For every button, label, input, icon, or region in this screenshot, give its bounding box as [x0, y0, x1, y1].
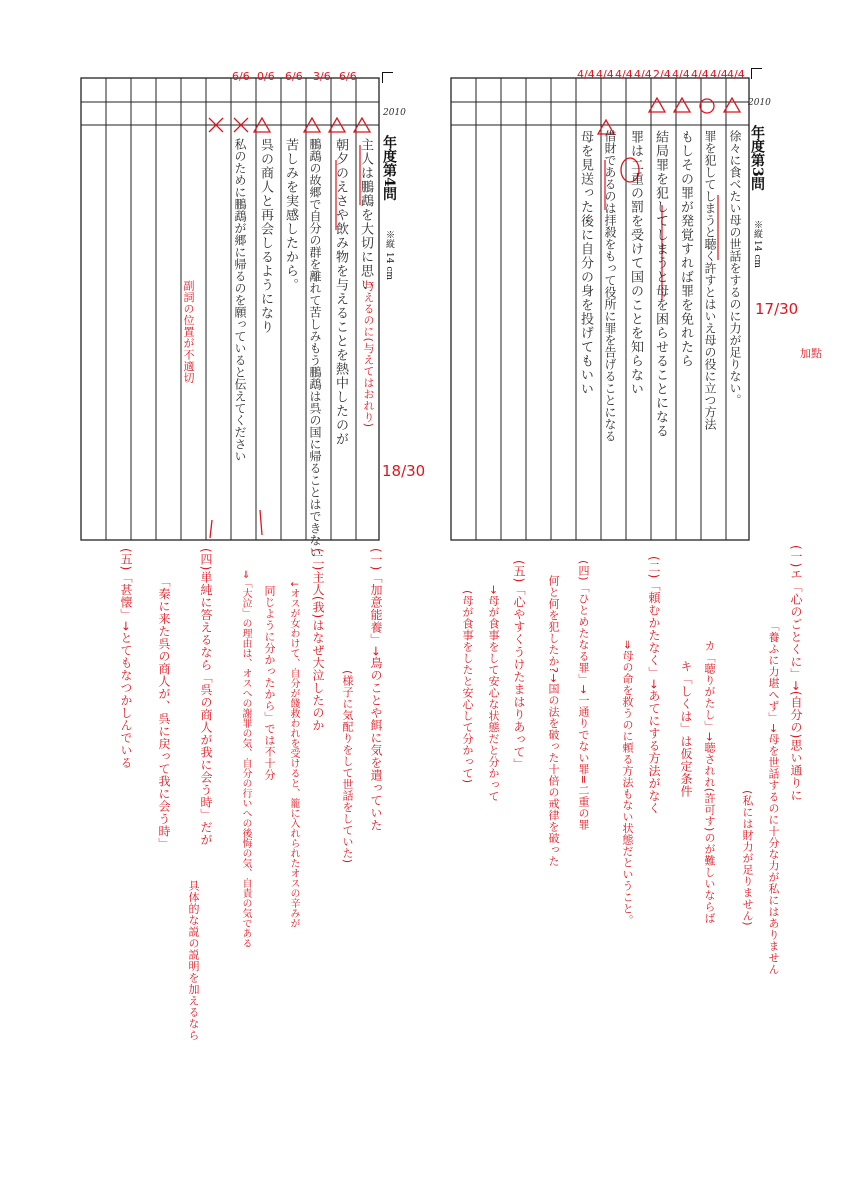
left-line-1: 主人は鵬鵡を大切に思い: [358, 138, 373, 292]
right-row-mark-8: 4/4: [710, 68, 728, 81]
right-score: 17/30: [755, 300, 799, 318]
answer-r-1: (一)エ「心のごとくに」→(自分の)思い通りに: [789, 545, 803, 802]
right-line-6: 借財であるのは拝殺をもって役所に罪を告げることになる: [603, 130, 617, 442]
right-line-5: 罪は二重の罰を受けて国のことを知らない: [628, 130, 643, 396]
left-row-mark-4: 3/6: [313, 70, 331, 83]
answer-l-6: ⇒「大泣」の理由は、オスへの謝罪の気、自分の行いへの後悔の気、自責の気である: [240, 570, 251, 949]
answer-r-12: (母が食事をしたと安心して分かって): [461, 590, 474, 784]
answer-l-7: (四)単純に答えるなら「呉の商人が我に会う時」だが: [199, 548, 213, 846]
right-row-mark-9: 4/4: [727, 68, 745, 81]
right-row-mark-2: 4/4: [596, 68, 614, 81]
left-line-4: 苦しみを実感したから。: [283, 138, 298, 292]
right-year: 2010: [748, 98, 771, 108]
answer-r-11: →母が食事をして安心な状態だと分かって: [487, 585, 500, 802]
right-line-1: 徐々に食べたい母の世話をするのに力が足りない。: [728, 130, 742, 406]
answer-r-10: (五)「心やすくうけたまはりあって」: [512, 560, 526, 771]
answer-r-2: 「養ふに力堪へず」→母を世話するのに十分な力が私にはありません: [767, 620, 780, 975]
right-row-mark-6: 4/4: [672, 68, 690, 81]
left-line-2: 朝夕のえさや飲み物を与えることを熱中したのが: [333, 138, 348, 446]
left-row-mark-5: 6/6: [339, 70, 357, 83]
left-row-mark-2: 0/6: [257, 70, 275, 83]
answer-r-3: (私には財力が足りません): [741, 790, 754, 927]
answer-l-4: ↓オスが女わけて、自分が餞救われを受けると、籠に入れられたオスの辛みが: [288, 580, 299, 929]
answer-l-3: (二)主人(我)はなぜ大泣したのか: [311, 548, 325, 732]
left-header-bracket: [382, 72, 393, 83]
answer-l-1: (一)「加意能養」→鳥のことや餌に気を遣っていた: [369, 548, 383, 832]
right-header-bracket: [751, 68, 762, 79]
right-line-7: 母を見送った後に自分の身を投げてもいい: [578, 130, 593, 396]
right-line-3: もしその罪が発覚すれば罪を免れたら: [678, 130, 693, 368]
answer-l-9: 具体的な説の説明を加えるなら: [187, 880, 200, 1041]
left-annotation-1: 与えるのに(与えてはおれり): [362, 280, 375, 428]
right-header: 年度第3問: [749, 125, 765, 191]
answer-l-2: (様子に気配りをして世話をしていた): [341, 670, 354, 864]
answer-l-10: (五)「甚懐」→とてもなつかしんでいる: [119, 548, 133, 769]
left-note-1: ※縦: [384, 230, 394, 248]
right-extra-mark: 加點: [800, 347, 822, 360]
answer-r-5: キ「しくは」は仮定条件: [679, 660, 693, 798]
right-line-4: 結局罪を犯してしまうと母を困らせることになる: [653, 130, 668, 438]
answer-l-8: 「秦に来た呉の商人が、呉に戻って我に会う時」: [157, 575, 171, 850]
right-note-1: ※縦: [752, 220, 762, 238]
left-line-6: 私のために鵬鵡が郷に帰るのを願っていると伝えてください: [233, 138, 247, 462]
answer-r-7: ⇒母の命を救うのに頼る方法もない状態だということ。: [621, 640, 634, 926]
right-note-2: 14 cm: [752, 240, 762, 268]
right-row-mark-7: 4/4: [691, 68, 709, 81]
right-row-mark-3: 4/4: [615, 68, 633, 81]
right-row-mark-1: 4/4: [577, 68, 595, 81]
left-line-3: 鵬鵡の故郷で自分の群を離れて苦しみもう鵬鵡は呉の国に帰ることはできない: [308, 138, 322, 558]
left-line-5: 呉の商人と再会しるようになり: [258, 138, 273, 334]
left-score: 18/30: [382, 462, 426, 480]
right-line-2: 罪を犯してしまうと聴く許すとはいえ母の役に立つ方法: [703, 130, 717, 430]
right-row-mark-4: 4/4: [634, 68, 652, 81]
answer-r-9: 何と何を犯したか?→国の法を破った十倍の戒律を破った: [547, 575, 560, 868]
left-header: 年度第4問: [381, 135, 397, 201]
left-year: 2010: [383, 108, 406, 118]
answer-r-8: (四)「ひとめたなる罪」→一通りでない罪=二重の罪: [577, 560, 590, 831]
left-row-mark-3: 6/6: [285, 70, 303, 83]
answer-l-5: 同じように分かったから」では不十分: [263, 585, 276, 781]
answer-r-6: (二)「頼むかたなく」→あてにする方法がなく: [647, 556, 661, 815]
answer-r-4: カ「聴りがたし」→聴されれ(許可す)のが難しいならば: [703, 640, 716, 924]
right-row-mark-5: 2/4: [653, 68, 671, 81]
left-annotation-2: 副詞の位置が不適切: [182, 280, 195, 384]
left-note-2: 14 cm: [384, 252, 394, 280]
left-row-mark-1: 6/6: [232, 70, 250, 83]
